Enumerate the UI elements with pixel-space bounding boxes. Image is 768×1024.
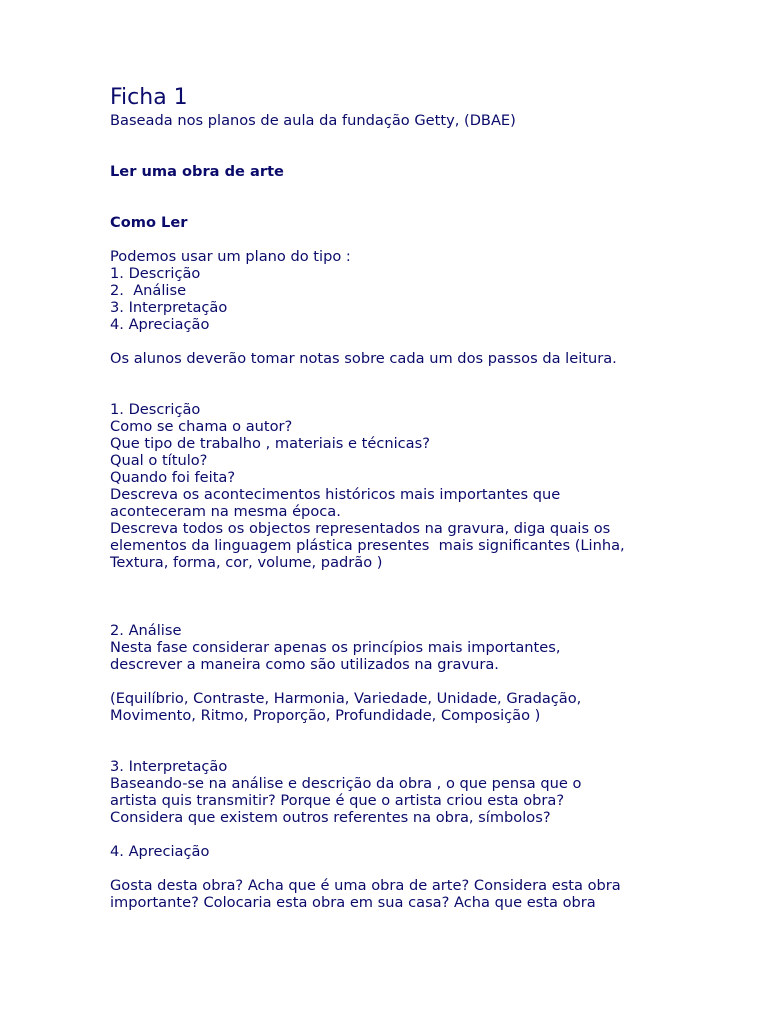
heading-how-to-read: Como Ler (110, 214, 188, 231)
document-page (110, 84, 710, 911)
section1-line: Descreva os acontecimentos históricos mais importantes que (110, 486, 561, 503)
section1-line: Descreva todos os objectos representados na gravura, diga quais os (110, 520, 611, 537)
section2-line: descrever a maneira como são utilizados na gravura. (110, 656, 499, 673)
heading-read-artwork: Ler uma obra de arte (110, 163, 284, 180)
section1-line: elementos da linguagem plástica presentes mais significantes (Linha, (110, 537, 625, 554)
intro-step: 4. Apreciação (110, 316, 210, 333)
section2-principles: Movimento, Ritmo, Proporção, Profundidade, Composição ) (110, 707, 541, 724)
intro-step: 3. Interpretação (110, 299, 228, 316)
section2-principles: (Equilíbrio, Contraste, Harmonia, Variedade, Unidade, Gradação, (110, 690, 582, 707)
section1-line: Textura, forma, cor, volume, padrão ) (110, 554, 383, 571)
section2-heading: 2. Análise (110, 622, 182, 639)
section1-heading: 1. Descrição (110, 401, 201, 418)
section1-line: Qual o título? (110, 452, 208, 469)
section1-line: Quando foi feita? (110, 469, 236, 486)
section3-line: Baseando-se na análise e descrição da obra , o que pensa que o (110, 775, 582, 792)
section4-line: Gosta desta obra? Acha que é uma obra de arte? Considera esta obra (110, 877, 621, 894)
section4-heading: 4. Apreciação (110, 843, 210, 860)
intro-lead: Podemos usar um plano do tipo : (110, 248, 351, 265)
intro-step: 1. Descrição (110, 265, 201, 282)
section1-line: aconteceram na mesma época. (110, 503, 341, 520)
intro-note: Os alunos deverão tomar notas sobre cada um dos passos da leitura. (110, 350, 617, 367)
intro-step: 2. Análise (110, 282, 187, 299)
document-subtitle: Baseada nos planos de aula da fundação Getty, (DBAE) (110, 112, 516, 129)
section2-line: Nesta fase considerar apenas os princípios mais importantes, (110, 639, 561, 656)
section3-heading: 3. Interpretação (110, 758, 228, 775)
section4-line: importante? Colocaria esta obra em sua casa? Acha que esta obra (110, 894, 596, 911)
document-title: Ficha 1 (110, 85, 188, 110)
section1-line: Como se chama o autor? (110, 418, 293, 435)
section1-line: Que tipo de trabalho , materiais e técnicas? (110, 435, 430, 452)
section3-line: Considera que existem outros referentes na obra, símbolos? (110, 809, 551, 826)
section3-line: artista quis transmitir? Porque é que o artista criou esta obra? (110, 792, 565, 809)
